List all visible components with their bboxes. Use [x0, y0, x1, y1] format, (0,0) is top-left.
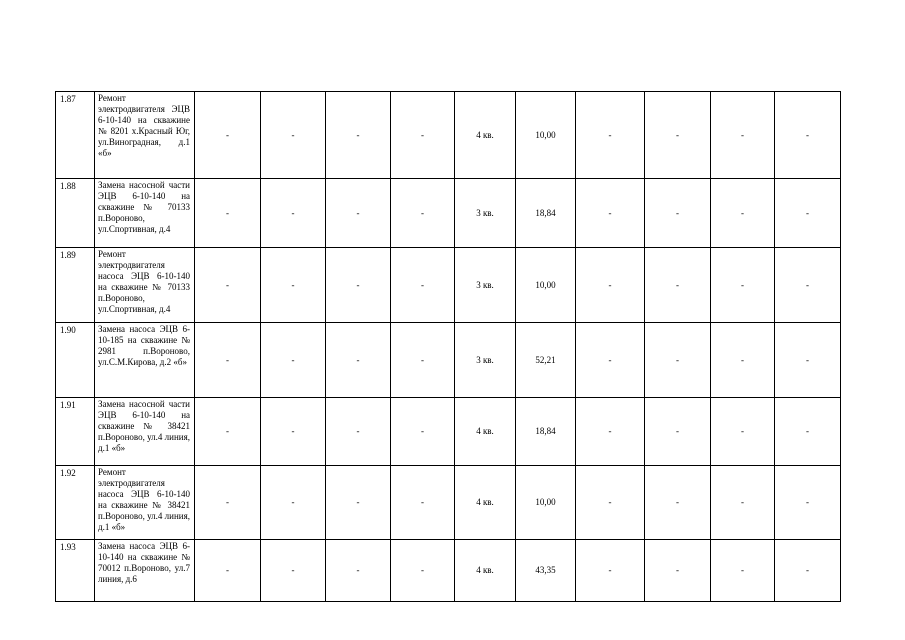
quarter-cell: 4 кв.	[455, 540, 516, 602]
row-number-cell: 1.90	[56, 323, 95, 398]
dash-cell: -	[711, 179, 775, 248]
row-number-cell: 1.89	[56, 248, 95, 323]
dash-cell: -	[711, 248, 775, 323]
dash-cell: -	[261, 179, 326, 248]
row-number-cell: 1.87	[56, 92, 95, 179]
dash-cell: -	[195, 398, 261, 466]
dash-cell: -	[326, 179, 391, 248]
work-description-cell: Ремонт электродвигателя ЭЦВ 6-10-140 на скважине № 8201 х.Красный Юг, ул.Виноградная, д.1 «б»	[95, 92, 195, 179]
dash-cell: -	[195, 179, 261, 248]
dash-cell: -	[711, 398, 775, 466]
dash-cell: -	[195, 466, 261, 540]
dash-cell: -	[195, 323, 261, 398]
row-number-cell: 1.88	[56, 179, 95, 248]
dash-cell: -	[195, 540, 261, 602]
work-description-cell: Замена насоса ЭЦВ 6-10-140 на скважине № 70012 п.Вороново, ул.7 линия, д.6	[95, 540, 195, 602]
dash-cell: -	[645, 398, 711, 466]
table-row	[56, 323, 841, 398]
dash-cell: -	[261, 92, 326, 179]
value-cell: 10,00	[516, 248, 576, 323]
dash-cell: -	[645, 466, 711, 540]
quarter-cell: 3 кв.	[455, 248, 516, 323]
work-description-cell: Замена насосной части ЭЦВ 6-10-140 на скважине № 38421 п.Вороново, ул.4 линия, д.1 «б»	[95, 398, 195, 466]
dash-cell: -	[576, 92, 645, 179]
table-row	[56, 179, 841, 248]
quarter-cell: 4 кв.	[455, 92, 516, 179]
quarter-cell: 4 кв.	[455, 466, 516, 540]
dash-cell: -	[645, 92, 711, 179]
work-description-cell: Ремонт электродвигателя насоса ЭЦВ 6-10-140 на скважине № 38421 п.Вороново, ул.4 линия, д.1 «б»	[95, 466, 195, 540]
dash-cell: -	[261, 323, 326, 398]
row-number-cell: 1.93	[56, 540, 95, 602]
dash-cell: -	[711, 540, 775, 602]
dash-cell: -	[326, 540, 391, 602]
value-cell: 18,84	[516, 398, 576, 466]
dash-cell: -	[326, 466, 391, 540]
dash-cell: -	[576, 398, 645, 466]
value-cell: 52,21	[516, 323, 576, 398]
dash-cell: -	[775, 323, 841, 398]
row-number-cell: 1.91	[56, 398, 95, 466]
dash-cell: -	[326, 248, 391, 323]
table-body	[56, 92, 841, 602]
dash-cell: -	[775, 398, 841, 466]
value-cell: 10,00	[516, 466, 576, 540]
dash-cell: -	[261, 466, 326, 540]
quarter-cell: 3 кв.	[455, 323, 516, 398]
dash-cell: -	[775, 540, 841, 602]
dash-cell: -	[261, 540, 326, 602]
works-table	[55, 91, 841, 602]
dash-cell: -	[711, 466, 775, 540]
dash-cell: -	[391, 398, 455, 466]
value-cell: 18,84	[516, 179, 576, 248]
quarter-cell: 3 кв.	[455, 179, 516, 248]
work-description-cell: Замена насосной части ЭЦВ 6-10-140 на скважине № 70133 п.Вороново, ул.Спортивная, д.4	[95, 179, 195, 248]
dash-cell: -	[645, 540, 711, 602]
dash-cell: -	[645, 248, 711, 323]
work-description-cell: Ремонт электродвигателя насоса ЭЦВ 6-10-140 на скважине № 70133 п.Вороново, ул.Спортивная, д.4	[95, 248, 195, 323]
dash-cell: -	[391, 323, 455, 398]
value-cell: 43,35	[516, 540, 576, 602]
table-row	[56, 466, 841, 540]
dash-cell: -	[195, 248, 261, 323]
dash-cell: -	[645, 323, 711, 398]
dash-cell: -	[195, 92, 261, 179]
dash-cell: -	[391, 92, 455, 179]
row-number-cell: 1.92	[56, 466, 95, 540]
dash-cell: -	[326, 323, 391, 398]
dash-cell: -	[711, 323, 775, 398]
dash-cell: -	[576, 248, 645, 323]
dash-cell: -	[326, 92, 391, 179]
dash-cell: -	[576, 323, 645, 398]
dash-cell: -	[391, 248, 455, 323]
dash-cell: -	[326, 398, 391, 466]
dash-cell: -	[645, 179, 711, 248]
dash-cell: -	[391, 466, 455, 540]
work-description-cell: Замена насоса ЭЦВ 6-10-185 на скважине № 2981 п.Вороново, ул.С.М.Кирова, д.2 «б»	[95, 323, 195, 398]
dash-cell: -	[261, 248, 326, 323]
dash-cell: -	[391, 179, 455, 248]
table-row	[56, 398, 841, 466]
dash-cell: -	[391, 540, 455, 602]
value-cell: 10,00	[516, 92, 576, 179]
quarter-cell: 4 кв.	[455, 398, 516, 466]
dash-cell: -	[261, 398, 326, 466]
dash-cell: -	[711, 92, 775, 179]
dash-cell: -	[775, 466, 841, 540]
table-row	[56, 540, 841, 602]
dash-cell: -	[576, 179, 645, 248]
dash-cell: -	[775, 248, 841, 323]
table-row	[56, 248, 841, 323]
table-row	[56, 92, 841, 179]
dash-cell: -	[576, 466, 645, 540]
dash-cell: -	[775, 92, 841, 179]
dash-cell: -	[576, 540, 645, 602]
dash-cell: -	[775, 179, 841, 248]
